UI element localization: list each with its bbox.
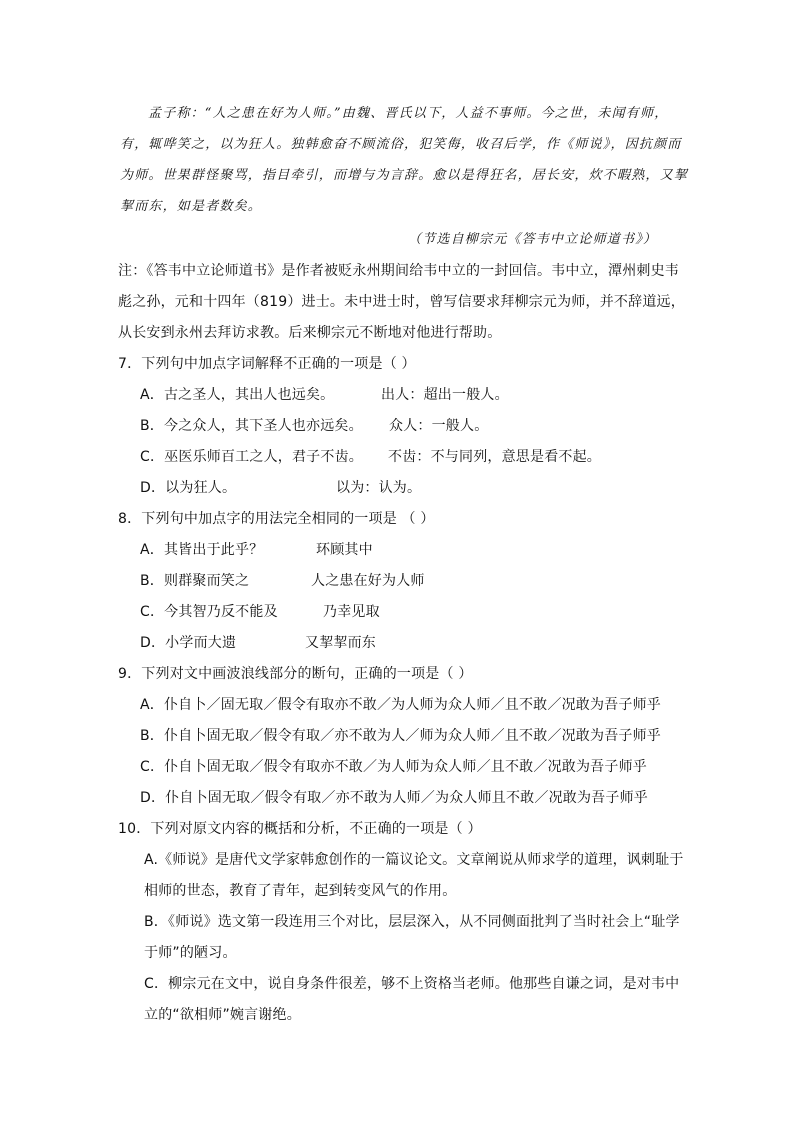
q10-option-b-line-2: 于师”的陋习。 bbox=[144, 945, 237, 961]
q9-option-a: A．仆自卜／固无取／假令有取亦不敢／为人师为众人师／且不敢／况敢为吾子师乎 bbox=[140, 697, 661, 713]
q7-option-a: A．古之圣人，其出人也远矣。 bbox=[140, 387, 335, 403]
q7-option-d-gloss: 以为：认为。 bbox=[336, 480, 422, 496]
q7-stem: 7．下列句中加点字词解释不正确的一项是（ ） bbox=[118, 356, 416, 372]
q8-option-c: C．今其智乃反不能及 bbox=[140, 604, 278, 620]
q8-option-a: A．其皆出于此乎？ bbox=[140, 542, 264, 558]
passage-line-3: 为师。世果群怪聚骂，指目牵引，而增与为言辞。愈以是得狂名，居长安，炊不暇熟，又挈 bbox=[120, 168, 689, 183]
q8-option-d-pair: 又挈挈而东 bbox=[305, 635, 376, 651]
passage-line-1: 孟子称：“人之患在好为人师。”由魏、晋氏以下，人益不事师。今之世，未闻有师， bbox=[148, 106, 669, 121]
q8-option-a-pair: 环顾其中 bbox=[316, 542, 373, 558]
passage-line-2: 有，辄哗笑之，以为狂人。独韩愈奋不顾流俗，犯笑侮，收召后学，作《师说》，因抗颜而 bbox=[120, 137, 682, 152]
q10-option-c-line-2: 立的“欲相师”婉言谢绝。 bbox=[144, 1007, 301, 1023]
q10-option-a-line-1: A.《师说》是唐代文学家韩愈创作的一篇议论文。文章阐说从师求学的道理，讽刺耻于 bbox=[144, 852, 684, 868]
note-line-1: 注：《答韦中立论师道书》是作者被贬永州期间给韦中立的一封回信。韦中立，潭州刺史韦 bbox=[118, 263, 679, 279]
q7-option-a-gloss: 出人：超出一般人。 bbox=[381, 387, 509, 403]
passage-source: （节选自柳宗元《答韦中立论师道书》） bbox=[408, 232, 658, 247]
passage-line-4: 挈而东，如是者数矣。 bbox=[120, 199, 263, 214]
q9-option-d: D．仆自卜固无取／假令有取／亦不敢为人师／为众人师且不敢／况敢为吾子师乎 bbox=[140, 790, 648, 806]
q10-option-b-line-1: B．《师说》选文第一段连用三个对比，层层深入，从不同侧面批判了当时社会上“耻学 bbox=[144, 914, 680, 930]
q10-option-c-line-1: C．柳宗元在文中，说自身条件很差，够不上资格当老师。他那些自谦之词，是对韦中 bbox=[144, 976, 680, 992]
q8-option-b: B．则群聚而笑之 bbox=[140, 573, 250, 589]
q7-option-c: C．巫医乐师百工之人，君子不齿。 bbox=[140, 449, 363, 465]
q7-option-c-gloss: 不齿：不与同列，意思是看不起。 bbox=[388, 449, 601, 465]
q7-option-d: D．以为狂人。 bbox=[140, 480, 237, 496]
note-line-2: 彪之孙，元和十四年（819）进士。未中进士时，曾写信要求拜柳宗元为师，并不辞道远， bbox=[118, 294, 685, 310]
q9-option-b: B．仆自卜固无取／假令有取／亦不敢为人／师为众人师／且不敢／况敢为吾子师乎 bbox=[140, 728, 662, 744]
q10-stem: 10．下列对原文内容的概括和分析，不正确的一项是（ ） bbox=[118, 821, 482, 837]
note-line-3: 从长安到永州去拜访求教。后来柳宗元不断地对他进行帮助。 bbox=[118, 325, 502, 341]
q9-option-c: C．仆自卜固无取／假令有取亦不敢／为人师为众人师／且不敢／况敢为吾子师乎 bbox=[140, 759, 647, 775]
q9-stem: 9．下列对文中画波浪线部分的断句，正确的一项是（ ） bbox=[118, 666, 473, 682]
q8-option-b-pair: 人之患在好为人师 bbox=[311, 573, 425, 589]
q8-stem: 8．下列句中加点字的用法完全相同的一项是 （ ） bbox=[118, 511, 435, 527]
q10-option-a-line-2: 相师的世态，教育了青年，起到转变风气的作用。 bbox=[144, 883, 457, 899]
q8-option-c-pair: 乃幸见取 bbox=[323, 604, 380, 620]
q7-option-b: B．今之众人，其下圣人也亦远矣。 bbox=[140, 418, 363, 434]
q8-option-d: D．小学而大遗 bbox=[140, 635, 237, 651]
q7-option-b-gloss: 众人：一般人。 bbox=[389, 418, 489, 434]
